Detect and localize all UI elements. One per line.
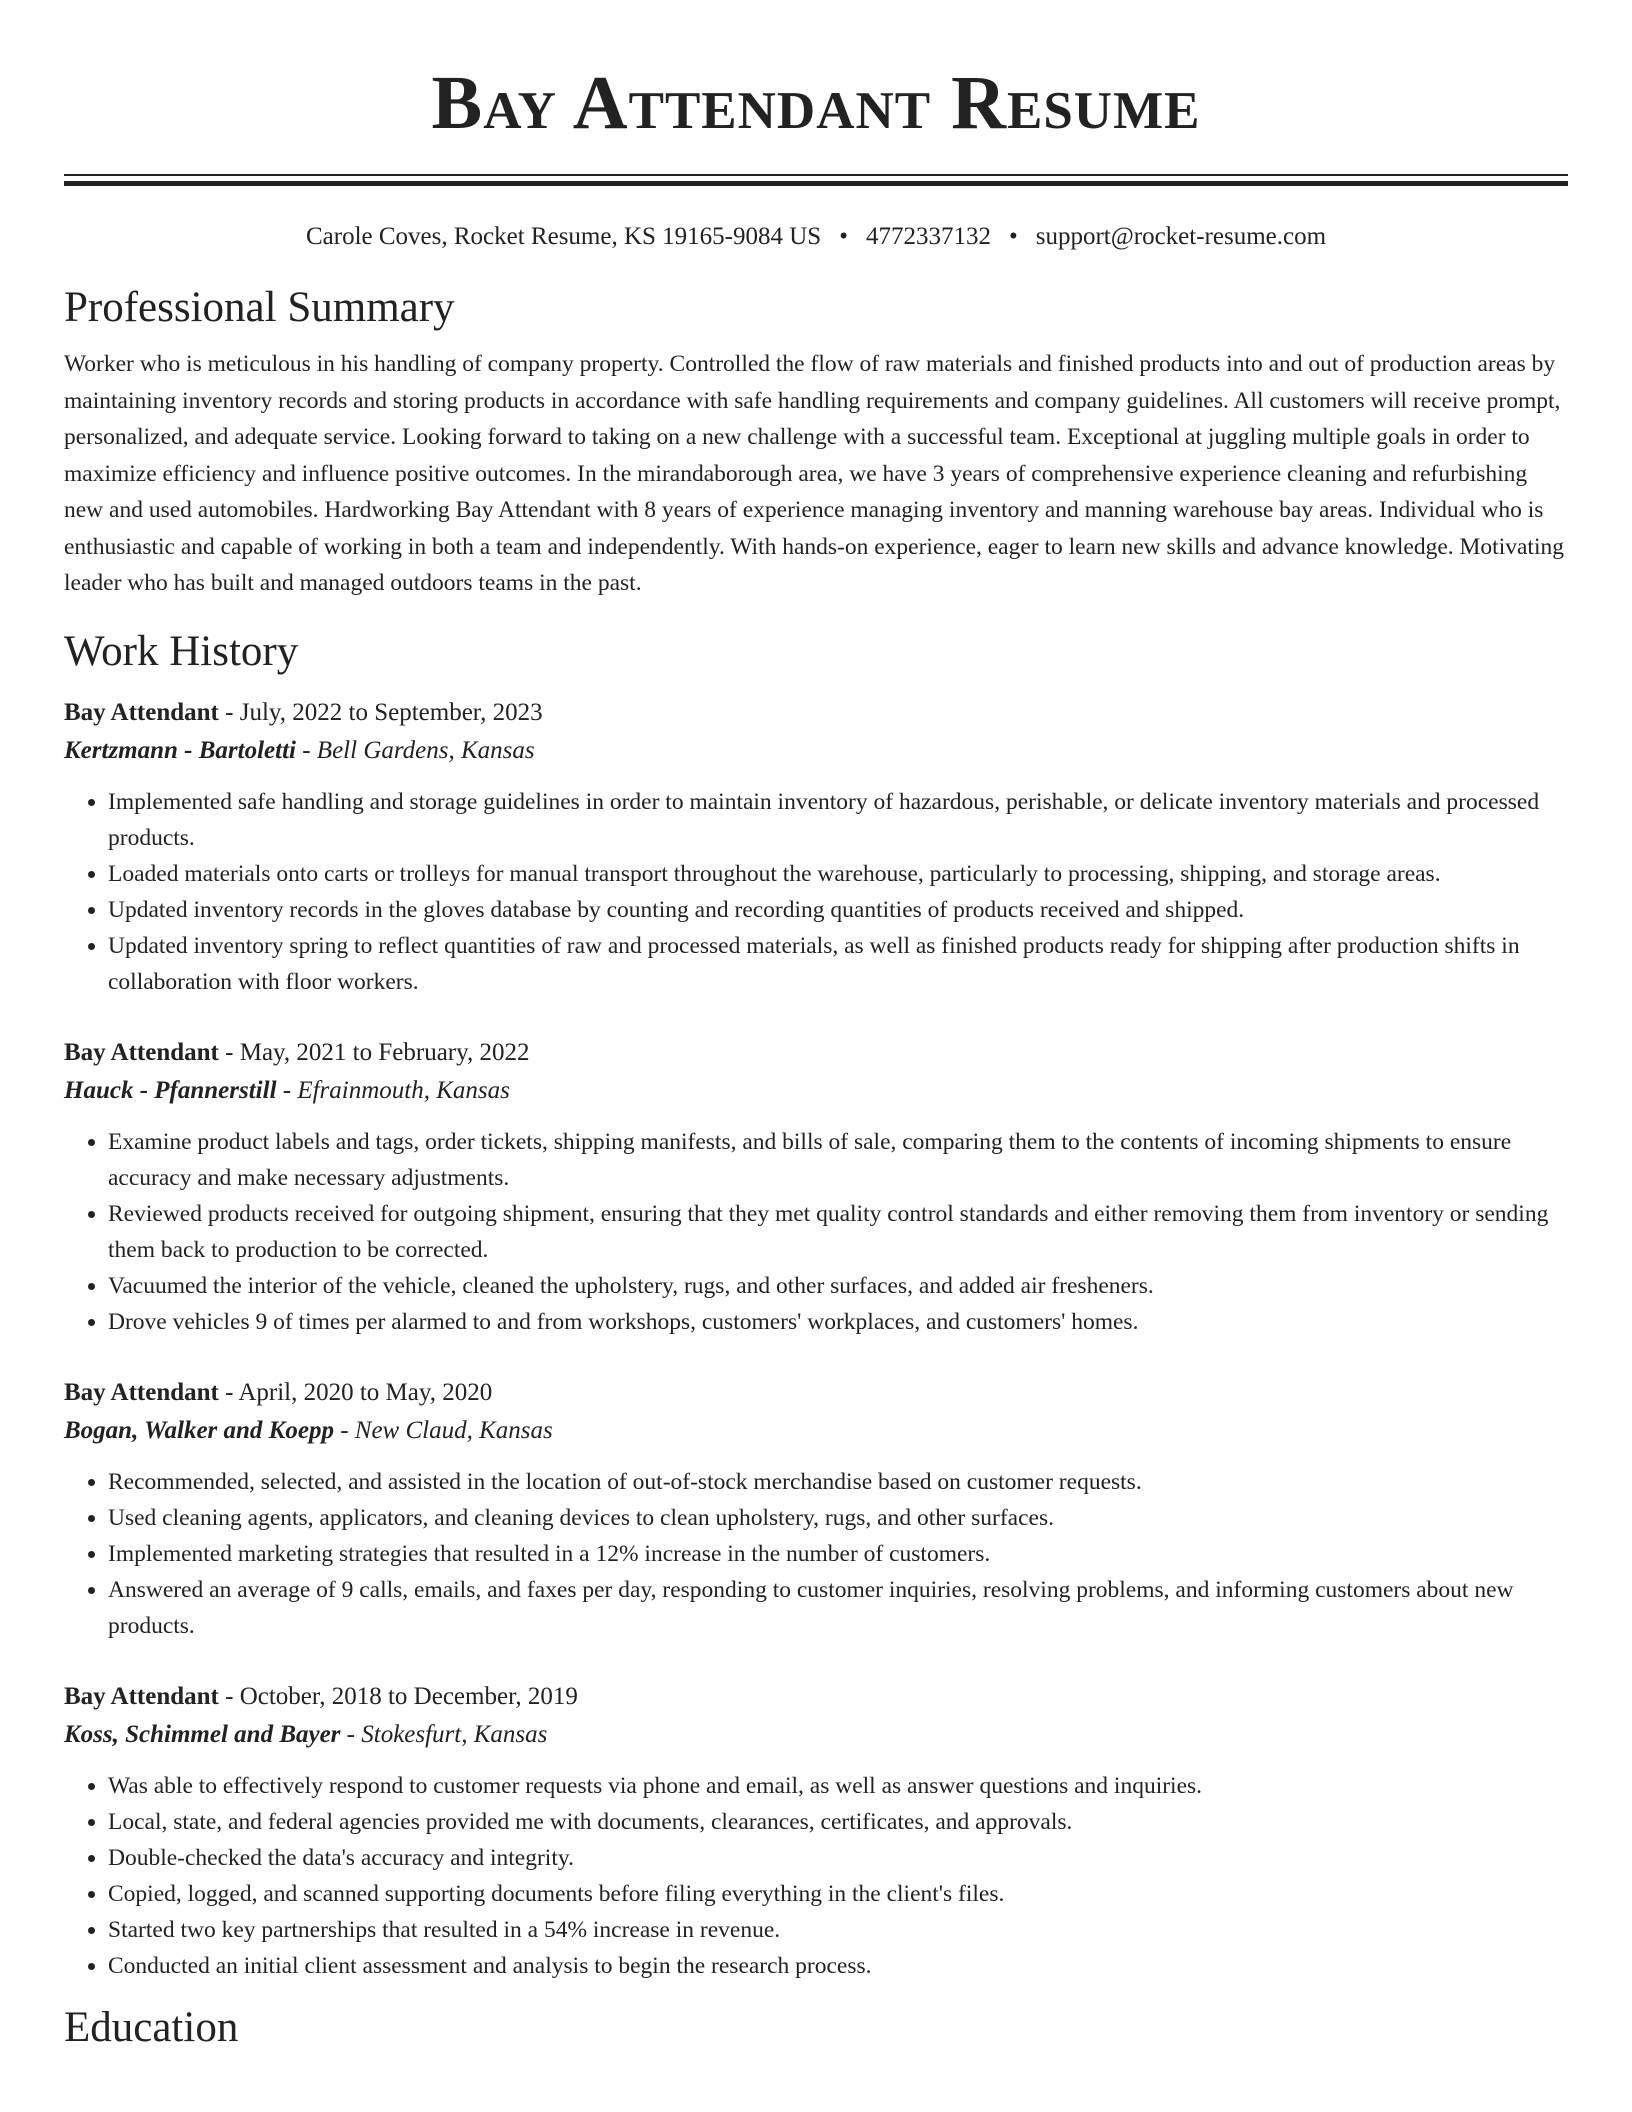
- work-history-section: [64, 626, 1568, 1984]
- job-entry: [64, 694, 1568, 1000]
- job-bullets: [64, 1768, 1568, 1984]
- bullet-item: • Vacuumed the interior of the vehicle, cleaned the upholstery, rugs, and other surfaces, and added air fresheners.: [108, 1268, 1568, 1304]
- job-role: Bay Attendant: [64, 1682, 219, 1710]
- professional-summary-section: [64, 282, 1568, 602]
- job-company-line: [64, 1716, 1568, 1754]
- bullet-item: • Double-checked the data's accuracy and integrity.: [108, 1840, 1568, 1876]
- job-bullets: [64, 1464, 1568, 1644]
- job-header: [64, 1678, 1568, 1716]
- resume-title: Bay Attendant Resume: [431, 61, 1201, 145]
- bullet-item: • Was able to effectively respond to customer requests via phone and email, as well as answer questions and inquiries.: [108, 1768, 1568, 1804]
- job-bullets: [64, 784, 1568, 1000]
- bullet-item: • Answered an average of 9 calls, emails, and faxes per day, responding to customer inquiries, resolving problems, and informing customers about new products.: [108, 1572, 1568, 1644]
- contact-separator: •: [1008, 223, 1018, 250]
- bullet-item: • Started two key partnerships that resulted in a 54% increase in revenue.: [108, 1912, 1568, 1948]
- job-location: - Efrainmouth, Kansas: [276, 1076, 510, 1104]
- bullet-item: • Updated inventory spring to reflect quantities of raw and processed materials, as well as finished products ready for shipping after production shifts in collaboration with floor workers.: [108, 928, 1568, 1000]
- job-dates: - July, 2022 to September, 2023: [218, 698, 543, 726]
- section-heading: Professional Summary: [64, 284, 455, 331]
- bullet-item: • Used cleaning agents, applicators, and cleaning devices to clean upholstery, rugs, and other surfaces.: [108, 1500, 1568, 1536]
- contact-separator: •: [839, 223, 848, 250]
- job-entry: [64, 1034, 1568, 1340]
- job-company: Hauck - Pfannerstill: [64, 1076, 277, 1104]
- job-company: Kertzmann - Bartoletti: [64, 736, 296, 764]
- bullet-item: • Implemented safe handling and storage guidelines in order to maintain inventory of hazardous, perishable, or delicate inventory materials and processed products.: [108, 784, 1568, 856]
- contact-address: Carole Coves, Rocket Resume, KS 19165-9084 US: [305, 223, 822, 250]
- bullet-item: • Copied, logged, and scanned supporting documents before filing everything in the client's files.: [108, 1876, 1568, 1912]
- job-role: Bay Attendant: [64, 698, 219, 726]
- job-role: Bay Attendant: [64, 1038, 219, 1066]
- bullet-item: • Implemented marketing strategies that resulted in a 12% increase in the number of customers.: [108, 1536, 1568, 1572]
- bullet-item: • Recommended, selected, and assisted in the location of out-of-stock merchandise based on customer requests.: [108, 1464, 1568, 1500]
- job-dates: - May, 2021 to February, 2022: [218, 1038, 530, 1066]
- bullet-item: • Reviewed products received for outgoing shipment, ensuring that they met quality control standards and either removing them from inventory or sending them back to production to be corrected.: [108, 1196, 1568, 1268]
- job-location: - Stokesfurt, Kansas: [340, 1720, 548, 1748]
- contact-email: support@rocket-resume.com: [1035, 223, 1327, 250]
- job-dates: - April, 2020 to May, 2020: [218, 1378, 493, 1406]
- summary-text: Worker who is meticulous in his handling of company property. Controlled the flow of raw materials and finished products into and out of production areas by maintaining inventory records and storing products in accordance with safe handling requirements and company guidelines. All customers will receive prompt, personalized, and adequate service. Looking forward to taking on a new challenge with a successful team. Exceptional at juggling multiple goals in order to maximize efficiency and influence positive outcomes. In the mirandaborough area, we have 3 years of comprehensive experience cleaning and refurbishing new and used automobiles. Hardworking Bay Attendant with 8 years of experience managing inventory and manning warehouse bay areas. Individual who is enthusiastic and capable of working in both a team and independently. With hands-on experience, eager to learn new skills and advance knowledge. Motivating leader who has built and managed outdoors teams in the past.: [64, 351, 1564, 596]
- bullet-item: • Loaded materials onto carts or trolleys for manual transport throughout the warehouse, particularly to processing, shipping, and storage areas.: [108, 856, 1568, 892]
- job-location: - New Claud, Kansas: [333, 1416, 553, 1444]
- job-role: Bay Attendant: [64, 1378, 219, 1406]
- job-bullets: [64, 1124, 1568, 1340]
- section-heading: Education: [64, 2003, 239, 2051]
- job-entry: [64, 1374, 1568, 1644]
- job-entry: [64, 1678, 1568, 1984]
- job-header: [64, 694, 1568, 732]
- education-section: [64, 2002, 1568, 2054]
- job-dates: - October, 2018 to December, 2019: [218, 1682, 578, 1710]
- contact-line: [64, 222, 1568, 252]
- section-heading: Work History: [64, 627, 299, 675]
- job-company-line: [64, 1412, 1568, 1450]
- contact-phone: 4772337132: [865, 223, 991, 250]
- job-company-line: [64, 732, 1568, 770]
- job-company: Bogan, Walker and Koepp: [64, 1416, 334, 1444]
- bullet-item: • Examine product labels and tags, order tickets, shipping manifests, and bills of sale, comparing them to the contents of incoming shipments to ensure accuracy and make necessary adjustments.: [108, 1124, 1568, 1196]
- bullet-item: • Conducted an initial client assessment and analysis to begin the research process.: [108, 1948, 1568, 1984]
- job-company-line: [64, 1072, 1568, 1110]
- job-location: - Bell Gardens, Kansas: [295, 736, 535, 764]
- bullet-item: • Drove vehicles 9 of times per alarmed to and from workshops, customers' workplaces, and customers' homes.: [108, 1304, 1568, 1340]
- bullet-item: • Local, state, and federal agencies provided me with documents, clearances, certificates, and approvals.: [108, 1804, 1568, 1840]
- bullet-item: • Updated inventory records in the gloves database by counting and recording quantities of products received and shipped.: [108, 892, 1568, 928]
- job-header: [64, 1034, 1568, 1072]
- job-header: [64, 1374, 1568, 1412]
- job-company: Koss, Schimmel and Bayer: [64, 1720, 341, 1748]
- title-divider: [64, 174, 1568, 186]
